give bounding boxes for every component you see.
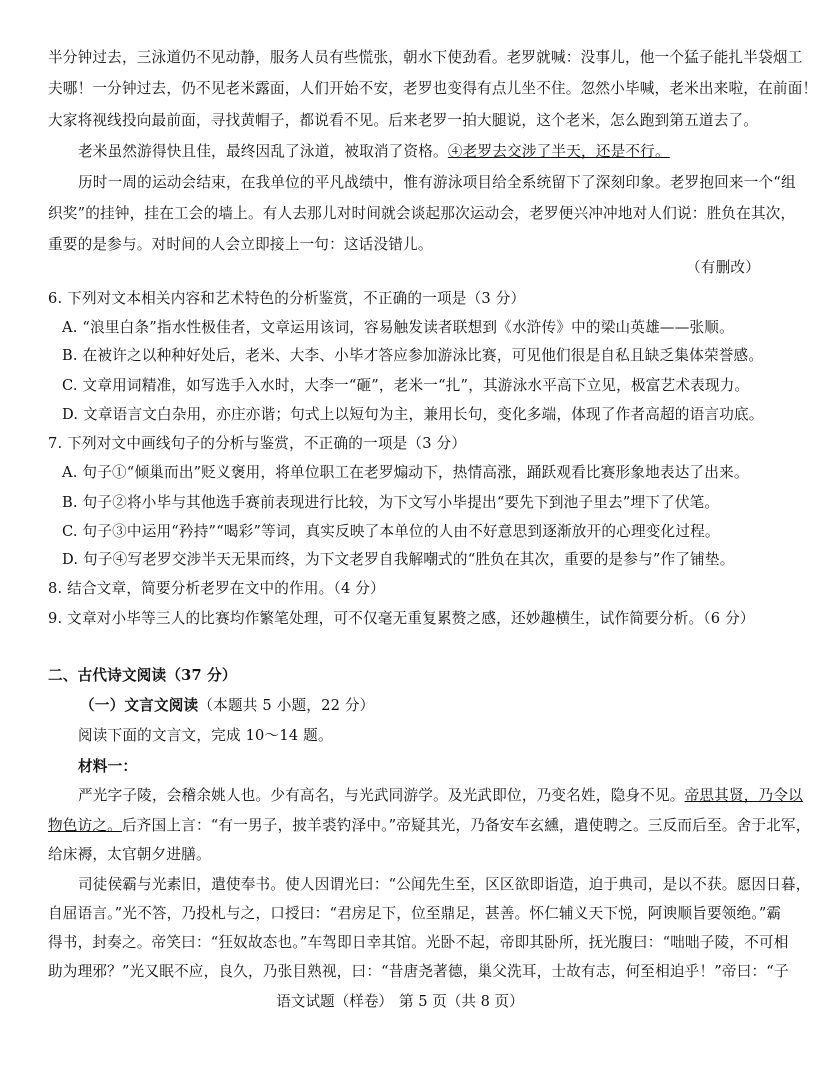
story-line: 夫哪！一分钟过去，仍不见老米露面，人们开始不安，老罗也变得有点儿坐不住。忽然小毕喊，老米出来啦，在前面！ xyxy=(48,80,817,97)
question-8: 8. 结合文章，简要分析老罗在文中的作用。（4 分） xyxy=(48,580,385,597)
question-6-option-a: A. “浪里白条”指水性极佳者，文章运用该词，容易触发读者联想到《水浒传》中的梁山英雄——张顺。 xyxy=(62,319,734,336)
section-heading: 二、古代诗文阅读（37 分） xyxy=(48,667,237,684)
classical-line: 助为理邪？”光又眠不应，良久，乃张目熟视，曰：“昔唐尧著德，巢父洗耳，士故有志，何至相迫乎！”帝曰：“子 xyxy=(48,963,789,980)
classical-line: 给床褥，太官朝夕进膳。 xyxy=(48,846,211,863)
question-6-option-b: B. 在被许之以种种好处后，老米、大李、小毕才答应参加游泳比赛，可见他们很是自私且缺乏集体荣誉感。 xyxy=(62,347,764,364)
question-9: 9. 文章对小毕等三人的比赛均作繁笔处理，可不仅毫无重复累赘之感，还妙趣横生，试作简要分析。（6 分） xyxy=(48,610,755,627)
classical-line xyxy=(78,786,803,806)
material-label: 材料一： xyxy=(78,758,138,775)
question-7-option-b: B. 句子②将小毕与其他选手赛前表现进行比较，为下文写小毕提出“要先下到池子里去”埋下了伏笔。 xyxy=(62,494,720,511)
story-line: 织奖”的挂钟，挂在工会的墙上。有人去那儿对时间就会谈起那次运动会，老罗便兴冲冲地对人们说：胜负在其次， xyxy=(48,205,796,222)
underlined-classical: 帝思其贤，乃令以 xyxy=(684,787,803,804)
footer-subject: 语文试题（样卷） xyxy=(276,993,394,1010)
underlined-sentence-4: ④老罗去交涉了半天，还是不行。 xyxy=(447,143,670,160)
subsection-note: （本题共 5 小题，22 分） xyxy=(198,697,375,714)
classical-line xyxy=(48,816,811,836)
story-line: 大家将视线投向最前面，寻找黄帽子，都说看不见。后来老罗一拍大腿说，这个老米，怎么跑到第五道去了。 xyxy=(48,112,759,129)
classical-line: 自屈语言。”光不答，乃投札与之，口授曰：“君房足下，位至鼎足，甚善。怀仁辅义天下悦，阿谀顺旨要领绝。”霸 xyxy=(48,905,782,922)
story-line: 历时一周的运动会结束，在我单位的平凡战绩中，惟有游泳项目给全系统留下了深刻印象。老罗抱回来一个“组 xyxy=(78,174,796,191)
source-note: （有删改） xyxy=(686,259,760,276)
instruction: 阅读下面的文言文，完成 10～14 题。 xyxy=(78,727,333,744)
subsection-heading xyxy=(80,696,760,716)
classical-text: 后齐国上言：“有一男子，披羊裘钓泽中。”帝疑其光，乃备安车玄纁，遣使聘之。三反而后至。舍于北军， xyxy=(121,817,811,834)
question-6-option-d: D. 文章语言文白杂用，亦庄亦谐；句式上以短句为主，兼用长句，变化多端，体现了作者高超的语言功底。 xyxy=(62,406,764,423)
classical-line: 得书，封奏之。帝笑曰：“狂奴故态也。”车驾即日幸其馆。光卧不起，帝即其卧所，抚光腹曰：“咄咄子陵，不可相 xyxy=(48,934,789,951)
story-paragraph-4 xyxy=(78,142,760,162)
subsection-title: （一）文言文阅读 xyxy=(80,697,199,714)
story-line: 重要的是参与。对时间的人会立即接上一句：这话没错儿。 xyxy=(48,236,433,253)
question-7-option-c: C. 句子③中运用“矜持”“喝彩”等词，真实反映了本单位的人由不好意思到逐渐放开的心理变化过程。 xyxy=(62,523,720,540)
question-7-option-a: A. 句子①“倾巢而出”贬义褒用，将单位职工在老罗煽动下，热情高涨，踊跃观看比赛形象地表达了出来。 xyxy=(62,464,749,481)
question-6-stem: 6. 下列对文本相关内容和艺术特色的分析鉴赏，不正确的一项是（3 分） xyxy=(48,290,526,307)
question-6-option-c: C. 文章用词精准，如写选手入水时，大李一“砸”，老米一“扎”，其游泳水平高下立见，极富艺术表现力。 xyxy=(62,377,750,394)
classical-text: 严光字子陵，会稽余姚人也。少有高名，与光武同游学。及光武即位，乃变名姓，隐身不见。 xyxy=(78,787,685,804)
underlined-classical: 物色访之。 xyxy=(48,817,122,834)
footer-page-number: 第 5 页（共 8 页） xyxy=(399,993,524,1010)
question-7-option-d: D. 句子④写老罗交涉半天无果而终，为下文老罗自我解嘲式的“胜负在其次，重要的是参与”作了铺垫。 xyxy=(62,551,735,568)
page-footer xyxy=(0,990,800,1011)
classical-line: 司徒侯霸与光素旧，遣使奉书。使人因谓光曰：“公闻先生至，区区欲即诣造，迫于典司，是以不获。愿因日暮， xyxy=(78,876,811,893)
question-7-stem: 7. 下列对文中画线句子的分析与鉴赏，不正确的一项是（3 分） xyxy=(48,435,467,452)
story-line: 半分钟过去，三泳道仍不见动静，服务人员有些慌张，朝水下使劲看。老罗就喊：没事儿，他一个猛子能扎半袋烟工 xyxy=(48,49,803,66)
story-text: 老米虽然游得快且佳，最终因乱了泳道，被取消了资格。 xyxy=(78,143,448,160)
